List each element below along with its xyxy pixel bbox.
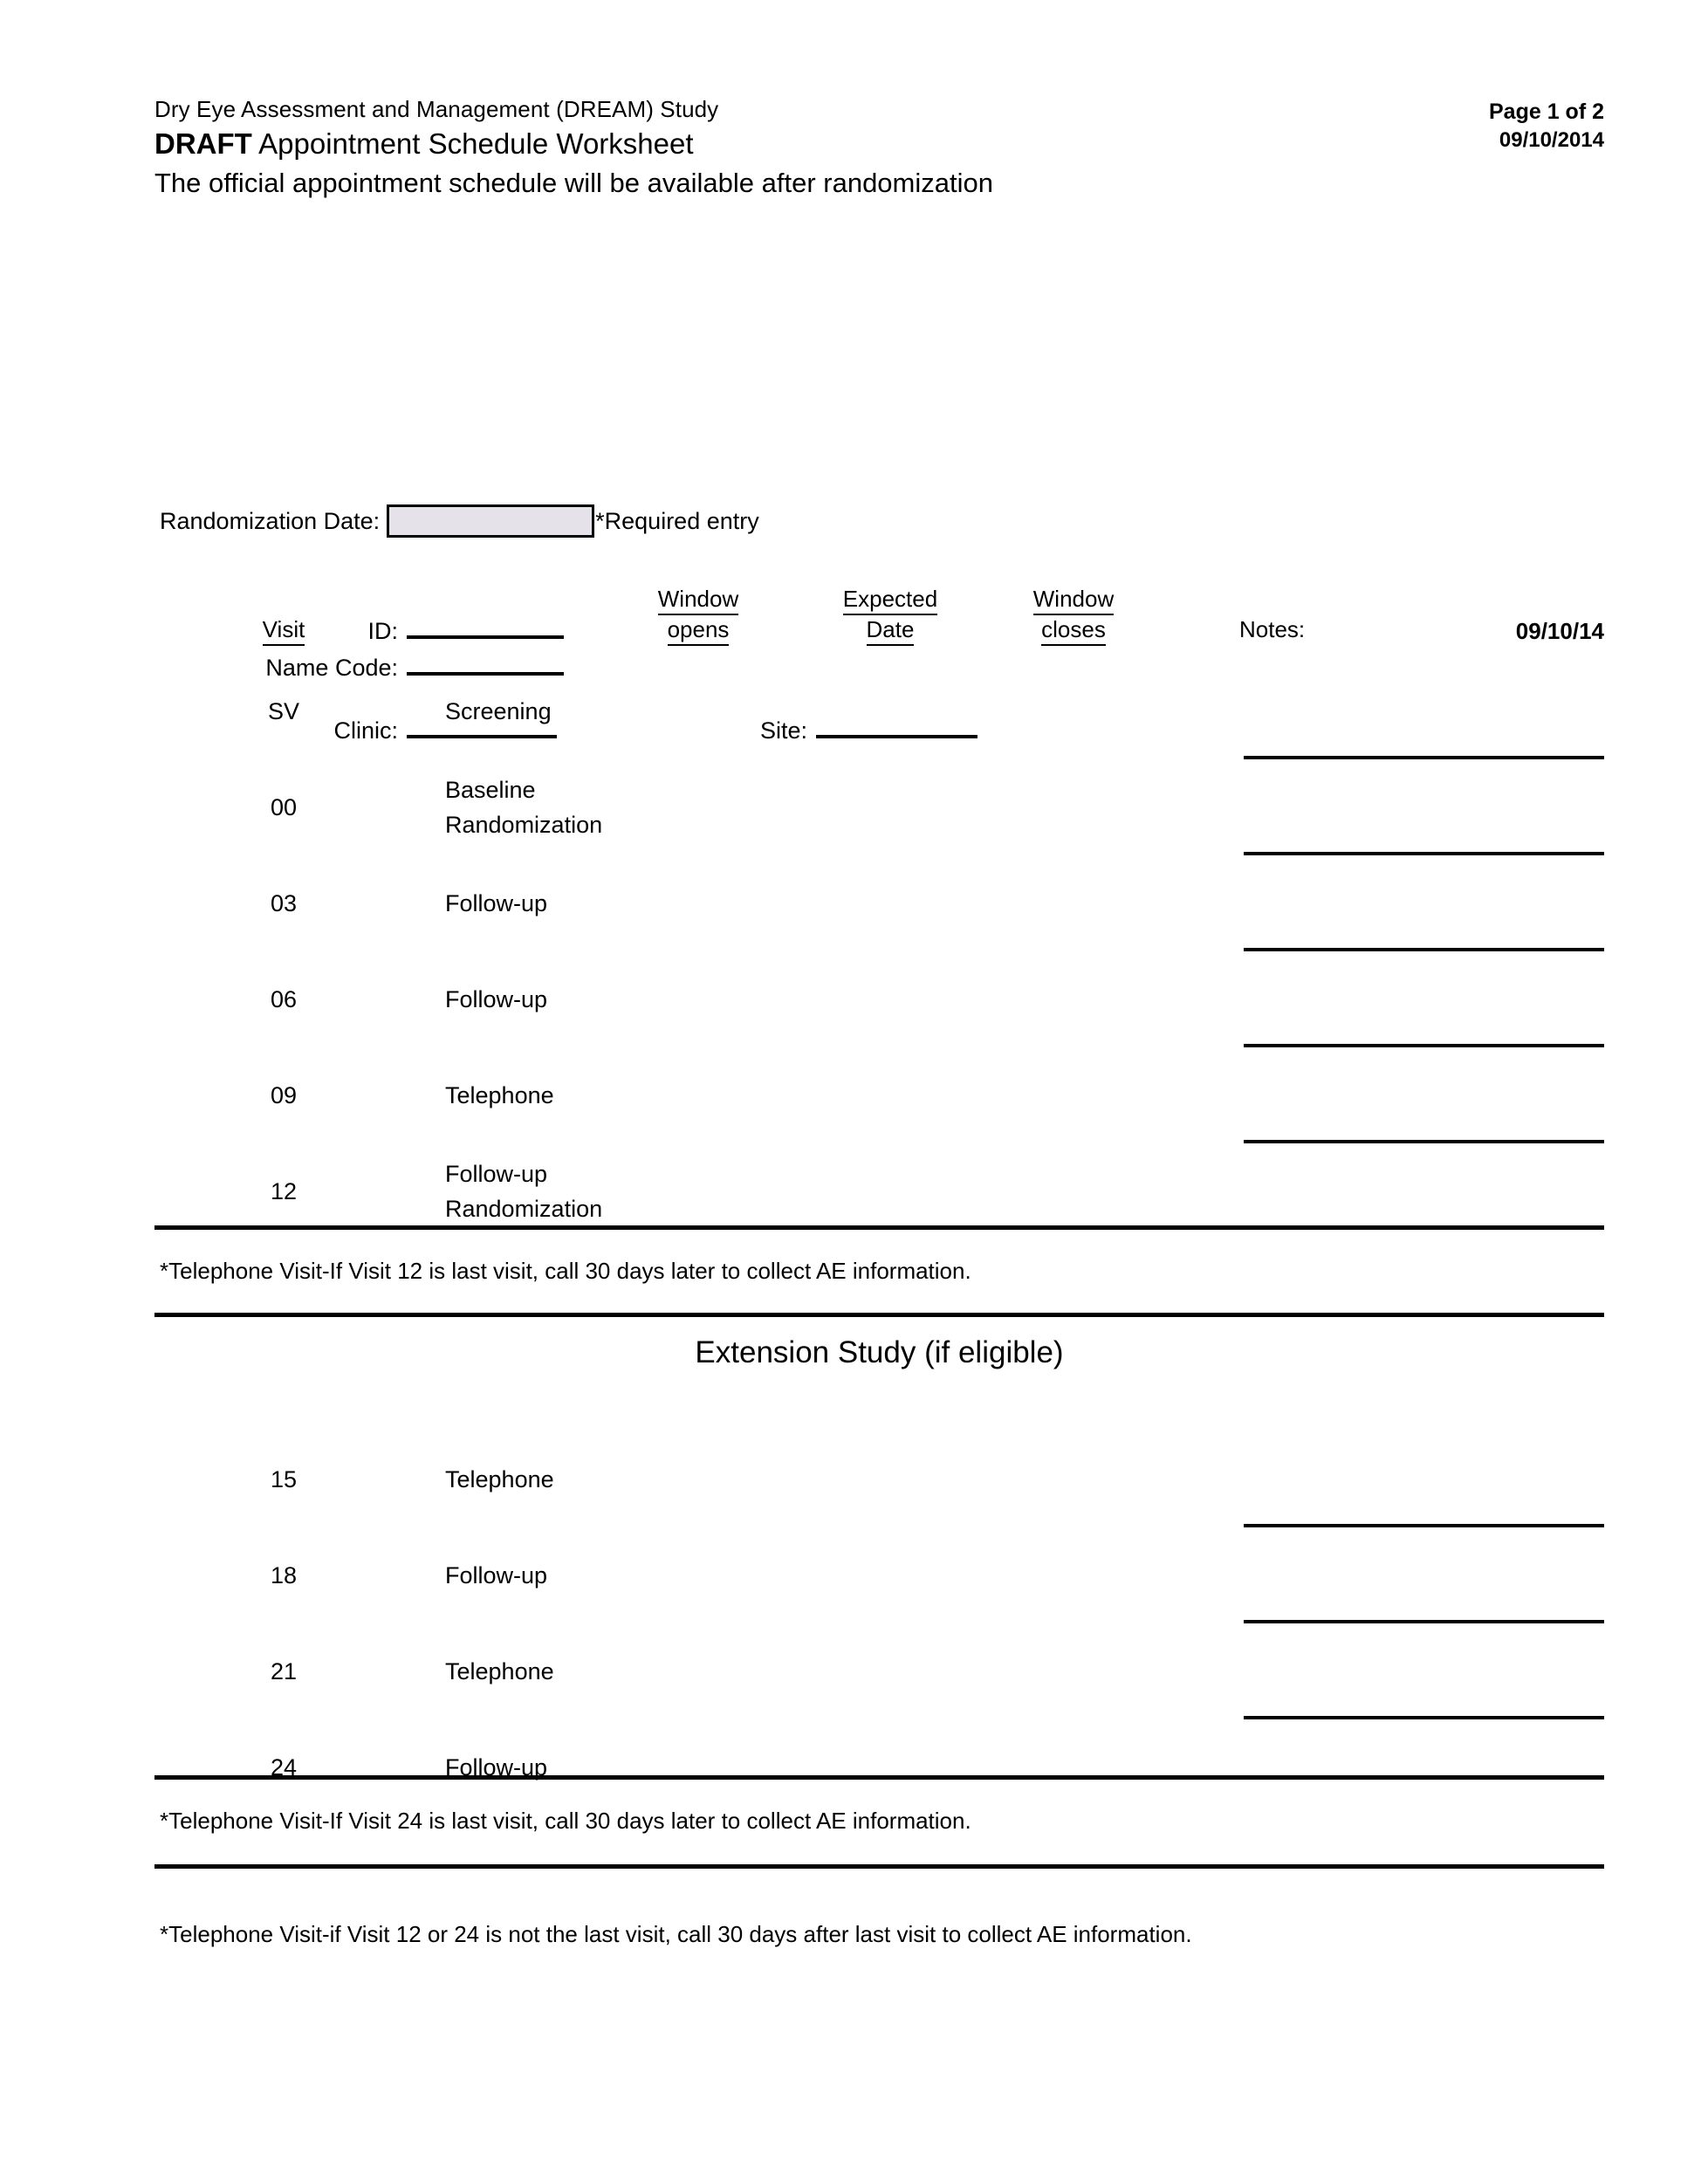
header-date: 09/10/2014 bbox=[1499, 128, 1604, 152]
visit-number: 09 bbox=[270, 1082, 298, 1108]
table-row bbox=[154, 855, 1604, 951]
column-header-visit: Visit bbox=[227, 615, 340, 646]
visit-label: Follow-up Randomization bbox=[445, 1161, 603, 1222]
visit-number: 15 bbox=[270, 1466, 298, 1492]
table-row bbox=[154, 1527, 1604, 1623]
document-title bbox=[154, 124, 1489, 164]
document-title-text: Appointment Schedule Worksheet bbox=[251, 127, 694, 160]
extension-study-heading: Extension Study (if eligible) bbox=[695, 1335, 1064, 1369]
form-version-date: 09/10/14 bbox=[1515, 618, 1604, 644]
visit-number: 24 bbox=[270, 1754, 298, 1781]
visit-number: 18 bbox=[270, 1562, 298, 1588]
table-row bbox=[154, 1431, 1604, 1527]
randomization-date-row bbox=[160, 504, 759, 538]
table-row bbox=[154, 1623, 1604, 1719]
table-row bbox=[154, 759, 1604, 855]
id-label: ID: bbox=[367, 618, 398, 644]
site-label: Site: bbox=[759, 717, 807, 744]
randomization-date-input[interactable] bbox=[387, 504, 594, 538]
clinic-label: Clinic: bbox=[333, 717, 398, 744]
footnote-visit-12: *Telephone Visit-If Visit 12 is last visit, call 30 days later to collect AE information. bbox=[160, 1258, 971, 1284]
footnote-1-bottom-rule bbox=[154, 1313, 1604, 1317]
visit-label: Follow-up bbox=[445, 890, 548, 916]
column-header-notes: Notes: bbox=[1239, 616, 1306, 642]
column-header-window-opens: Window opens bbox=[620, 585, 777, 646]
visit-number: 00 bbox=[270, 794, 298, 820]
visit-label: Follow-up bbox=[445, 986, 548, 1012]
draft-label: DRAFT bbox=[154, 127, 252, 160]
extension-table-bottom-rule bbox=[154, 1775, 1604, 1780]
visit-number: 03 bbox=[270, 890, 298, 916]
extension-visit-table bbox=[154, 1431, 1604, 1815]
table-row bbox=[154, 951, 1604, 1047]
footnote-not-last-visit: *Telephone Visit-if Visit 12 or 24 is not the last visit, call 30 days after last visit to collect AE information. bbox=[160, 1921, 1192, 1947]
column-header-window-closes: Window closes bbox=[995, 585, 1152, 646]
column-header-expected-date: Expected Date bbox=[812, 585, 969, 646]
study-title: Dry Eye Assessment and Management (DREAM) Study bbox=[154, 96, 719, 122]
required-entry-note: *Required entry bbox=[595, 508, 759, 534]
document-subtitle: The official appointment schedule will be available after randomization bbox=[154, 168, 993, 198]
main-table-bottom-rule bbox=[154, 1225, 1604, 1230]
visit-label: Baseline Randomization bbox=[445, 777, 603, 838]
footnote-2-bottom-rule bbox=[154, 1864, 1604, 1869]
visit-number: SV bbox=[267, 698, 300, 724]
page-header bbox=[154, 94, 1604, 202]
randomization-date-label: Randomization Date: bbox=[160, 508, 381, 534]
visit-label: Telephone bbox=[445, 1082, 554, 1108]
visit-label: Telephone bbox=[445, 1466, 554, 1492]
id-input[interactable] bbox=[407, 618, 564, 639]
table-row bbox=[154, 1047, 1604, 1143]
visit-label: Follow-up bbox=[445, 1754, 548, 1781]
page-number: Page 1 of 2 bbox=[1489, 99, 1604, 124]
visit-number: 12 bbox=[270, 1178, 298, 1204]
visit-label: Telephone bbox=[445, 1658, 554, 1685]
visit-number: 21 bbox=[270, 1658, 298, 1685]
main-visit-table bbox=[154, 663, 1604, 1239]
table-row bbox=[154, 1719, 1604, 1815]
visit-label: Screening bbox=[445, 698, 552, 724]
table-row bbox=[154, 663, 1604, 759]
visit-number: 06 bbox=[270, 986, 298, 1012]
footnote-visit-24: *Telephone Visit-If Visit 24 is last visit, call 30 days later to collect AE information. bbox=[160, 1808, 971, 1834]
visit-label: Follow-up bbox=[445, 1562, 548, 1588]
name-code-label: Name Code: bbox=[265, 655, 398, 681]
